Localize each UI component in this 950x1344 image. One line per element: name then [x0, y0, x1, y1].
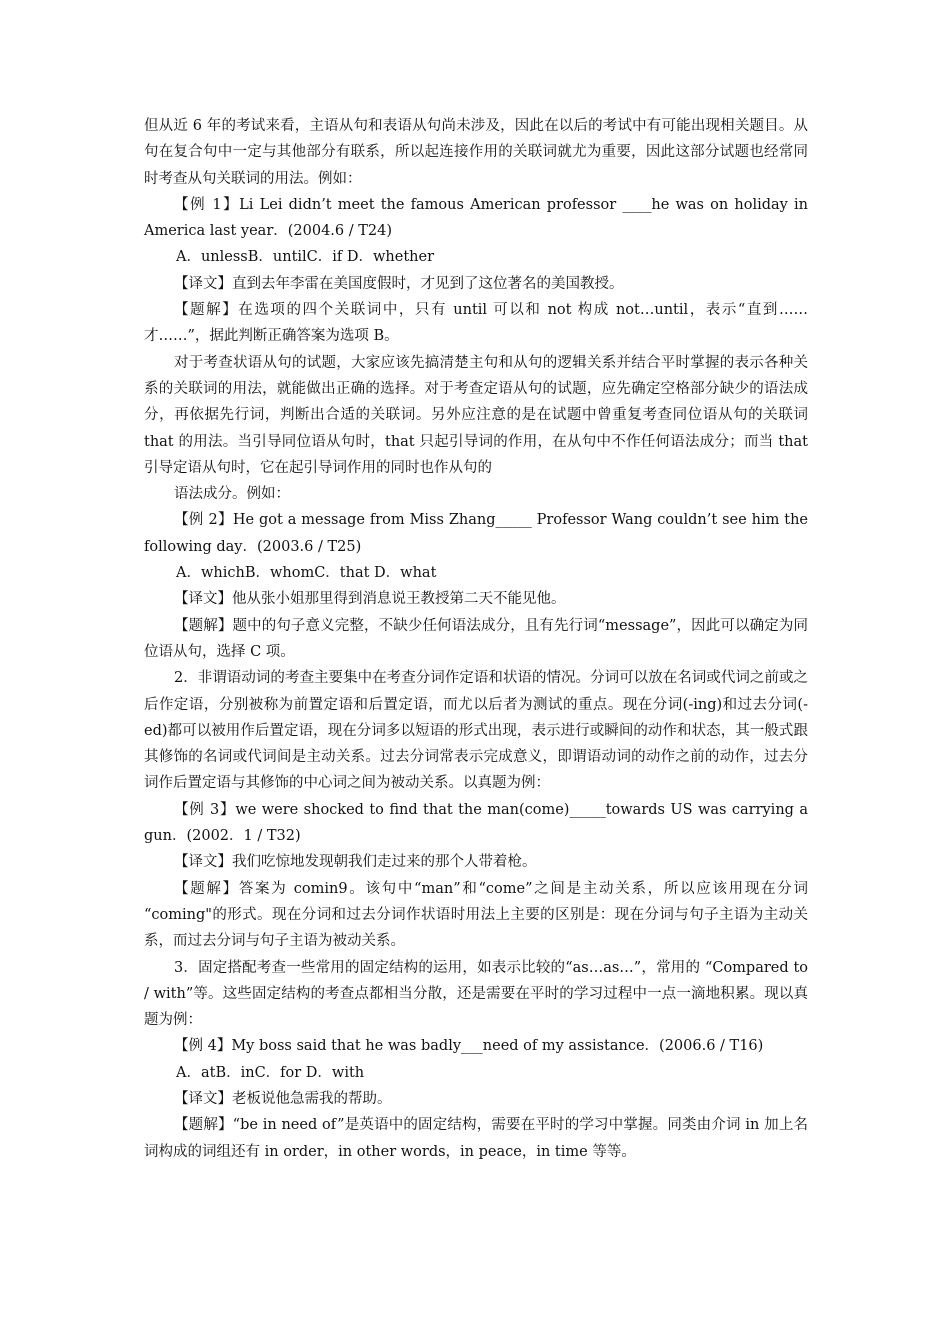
example-2-explanation: 【题解】题中的句子意义完整，不缺少任何语法成分，且有先行词“message”，因此可以确定为同位语从句，选择 C 项。: [144, 617, 808, 660]
example-1-explanation: 【题解】在选项的四个关联词中，只有 until 可以和 not 构成 not…until，表示“直到……才……”，据此判断正确答案为选项 B。: [144, 302, 808, 345]
paragraph-adverbial-clauses: 对于考查状语从句的试题，大家应该先搞清楚主句和从句的逻辑关系并结合平时掌握的表示各种关系的关联词的用法，就能做出正确的选择。对于考查定语从句的试题，应先确定空格部分缺少的语法成分，再依据先行词，判断出合适的关联词。另外应注意的是在试题中曾重复考查同位语从句的关联词 that 的用法。当引导同位语从句时，that 只起引导词的作用，在从句中不作任何语法成分；而当 that 引导定语从句时，它在起引导词作用的同时也作从句的: [144, 354, 808, 476]
example-3-explanation: 【题解】答案为 comin9。该句中“man”和“come”之间是主动关系，所以应该用现在分词 “coming"的形式。现在分词和过去分词作状语时用法上主要的区别是：现在分词与句子主语为主动关系，而过去分词与句子主语为被动关系。: [144, 880, 808, 950]
example-3-translation: 【译文】我们吃惊地发现朝我们走过来的那个人带着枪。: [174, 854, 537, 871]
example-2-translation: 【译文】他从张小姐那里得到消息说王教授第二天不能见他。: [174, 591, 566, 608]
example-4-explanation: 【题解】“be in need of”是英语中的固定结构，需要在平时的学习中掌握。同类由介词 in 加上名词构成的词组还有 in order，in other words，in peace，in time 等等。: [144, 1117, 808, 1160]
example-1-question: 【例 1】Li Lei didn’t meet the famous American professor ____he was on holiday in America last year．(2004.6 / T24): [144, 196, 808, 240]
example-4-options: A．atB．inC．for D．with: [176, 1064, 365, 1081]
paragraph-fixed-collocations: 3．固定搭配考查一些常用的固定结构的运用，如表示比较的“as…as…”，常用的 “Compared to / with”等。这些固定结构的考查点都相当分散，还是需要在平时的学习过程中一点一滴地积累。现以真题为例：: [144, 959, 808, 1029]
paragraph-nonfinite-verbs: 2．非谓语动词的考查主要集中在考查分词作定语和状语的情况。分词可以放在名词或代词之前或之后作定语，分别被称为前置定语和后置定语，而尤以后者为测试的重点。现在分词(-ing)和过去分词(-ed)都可以被用作后置定语，现在分词多以短语的形式出现，表示进行或瞬间的动作和状态，其一般式跟其修饰的名词或代词间是主动关系。过去分词常表示完成意义，即谓语动词的动作之前的动作，过去分词作后置定语与其修饰的中心词之间为被动关系。以真题为例：: [144, 670, 808, 792]
document-page: [144, 113, 808, 1165]
example-1-options: A．unlessB．untilC．if D．whether: [176, 249, 435, 266]
example-1-translation: 【译文】直到去年李雷在美国度假时，才见到了这位著名的美国教授。: [174, 275, 624, 292]
example-2-options: A．whichB．whomC．that D．what: [176, 565, 437, 582]
paragraph-continuation: 语法成分。例如：: [174, 486, 290, 503]
example-4-translation: 【译文】老板说他急需我的帮助。: [174, 1090, 392, 1107]
example-3-question: 【例 3】we were shocked to find that the man(come)_____towards US was carrying a gun．(2002．1 / T32): [144, 801, 808, 845]
example-2-question: 【例 2】He got a message from Miss Zhang_____ Professor Wang couldn’t see him the following day．(2003.6 / T25): [144, 512, 808, 555]
paragraph-intro: 但从近 6 年的考试来看，主语从句和表语从句尚未涉及，因此在以后的考试中有可能出现相关题目。从句在复合句中一定与其他部分有联系，所以起连接作用的关联词就尤为重要，因此这部分试题也经常同时考查从句关联词的用法。例如：: [144, 118, 808, 187]
example-4-question: 【例 4】My boss said that he was badly___need of my assistance．(2006.6 / T16): [174, 1038, 764, 1055]
